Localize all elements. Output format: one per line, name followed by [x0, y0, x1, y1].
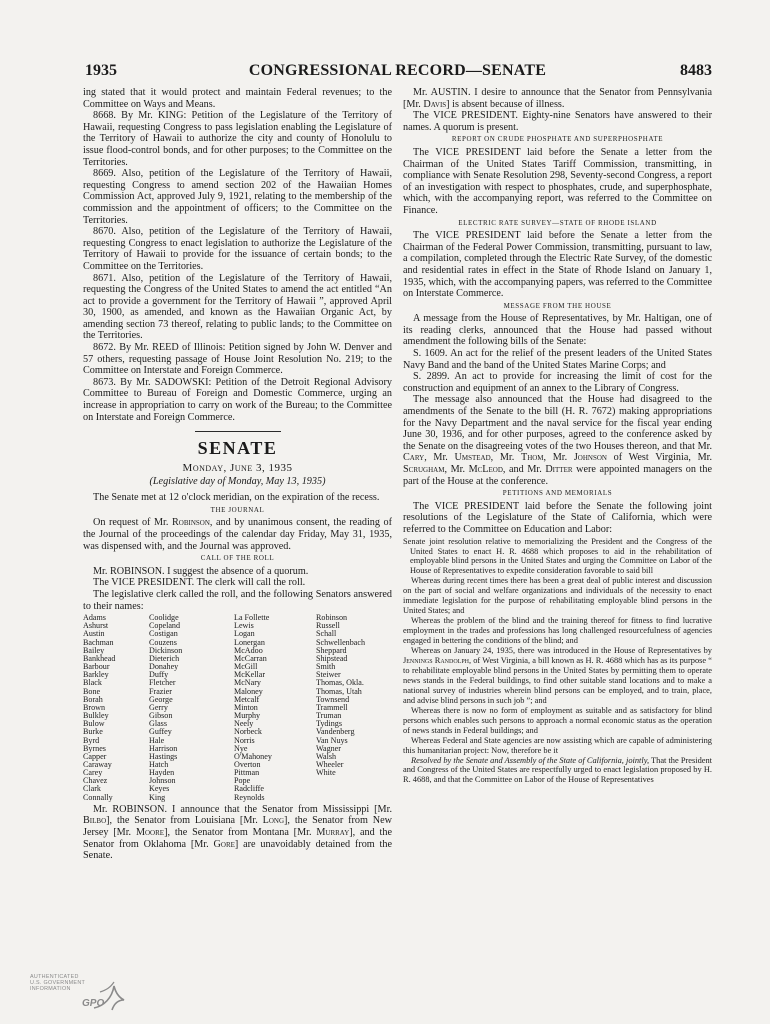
header-page-number: 8483	[680, 62, 712, 79]
senator-name: Duffy	[149, 670, 169, 680]
senator-name: George	[149, 694, 173, 704]
senator-name: Truman	[316, 711, 342, 721]
petition-8668: 8668. By Mr. KING: Petition of the Legislature of the Territory of Hawaii, requesting Congress to pass legislation enabling the Legislature of the Territory of Hawaii to authorize the city and county of Honolulu to issue flood-control bonds, and for other purposes; to the Committee on the Territories.	[83, 110, 392, 168]
senator-name: Russell	[316, 621, 340, 631]
small-caps-name: Johnson	[573, 452, 607, 464]
legislative-day: (Legislative day of Monday, May 13, 1935)	[149, 476, 326, 488]
electric-rate-survey: The VICE PRESIDENT laid before the Senate a letter from the Chairman of the Federal Power Commission, transmitting, pursuant to law, a compilation, completed through the Electric Rate Survey, of the domestic and residential rates in effect in the State of Rhode Island on January 1, 1935, which, with the accompanying papers, was referred to the Committee on Interstate Commerce.	[403, 230, 712, 300]
senator-name: Harrison	[149, 743, 178, 753]
senator-name: Norris	[234, 735, 255, 745]
senator-name: McCarran	[234, 653, 267, 663]
senator-name: Lonergan	[234, 637, 265, 647]
section-heading: CALL OF THE ROLL	[200, 554, 275, 563]
senator-name: Nye	[234, 743, 248, 753]
senator-name: Glass	[149, 719, 167, 729]
senator-name: Pope	[234, 776, 251, 786]
small-caps-name: McLeod	[468, 464, 503, 475]
whereas-2: Whereas the problem of the blind and the training thereof for fitness to find lucrative employment in the trades and professions has long challenged resourcefulness of agencies engaged in bettering the conditions of the blind; and	[403, 616, 712, 646]
senator-name: Trammell	[316, 702, 348, 712]
senate-heading: SENATE	[197, 438, 278, 459]
senator-name: Black	[83, 678, 102, 688]
senator-name: Caraway	[83, 759, 112, 769]
senator-name: Dieterich	[149, 653, 180, 663]
small-caps-name: Ditter	[545, 464, 573, 475]
senator-name: Capper	[83, 751, 107, 761]
phosphate-report: The VICE PRESIDENT laid before the Senate a letter from the Chairman of the United States Tariff Commission, transmitting, in compliance with Senate Resolution 298, Seventy-second Congress, a report of an investigation with respect to phosphates, crude, and superphosphate, which, with the accompanying report, was referred to the Committee on Finance.	[403, 146, 712, 216]
logo-mark: GPO	[82, 998, 105, 1009]
senator-name: Thomas, Utah	[316, 686, 362, 696]
robinson-quorum: Mr. ROBINSON. I suggest the absence of a quorum.	[93, 565, 309, 577]
small-caps-name: Cary	[403, 452, 425, 464]
bill-s2899: S. 2899. An act to provide for increasing the limit of cost for the construction and equipment of an annex to the Library of Congress.	[403, 371, 712, 394]
senator-name: Hatch	[149, 759, 169, 769]
logo-line-3: INFORMATION	[30, 986, 71, 992]
senator-name: Burke	[83, 727, 103, 737]
small-caps-name: Moore	[135, 826, 165, 838]
senator-name: Gerry	[149, 702, 168, 712]
senator-name: Robinson	[316, 613, 348, 623]
senator-name: Townsend	[316, 694, 350, 704]
senator-name: Wheeler	[316, 759, 344, 769]
small-caps-name: Bilbo	[83, 815, 107, 827]
vp-quorum: The VICE PRESIDENT. Eighty-nine Senators have answered to their names. A quorum is present.	[403, 110, 712, 133]
senator-name: Neely	[234, 719, 254, 729]
roll-call-list	[83, 614, 392, 802]
senator-name: Steiwer	[316, 670, 341, 680]
senator-name: Byrnes	[83, 743, 106, 753]
petition-8671: 8671. Also, petition of the Legislature of the Territory of Hawaii, requesting the Congress of the United States to amend the act entitled “An act to provide a government for the Territory of Hawaii ”, approved April 30, 1900, as amended, and known as the Hawaiian Organic Act, by amending section 73 thereof, relating to public lands; to the Committee on the Territories.	[83, 272, 392, 342]
senator-name: Schall	[316, 629, 337, 639]
senator-name: Bulkley	[83, 711, 109, 721]
robinson-absences: Mr. ROBINSON. I announce that the Senator from Mississippi [Mr. Bilbo], the Senator from Louisiana [Mr. Long], the Senator from New Jersey [Mr. Moore], the Senator from Montana [Mr. Murray], and the Senator from Oklahoma [Mr. Gore] are unavoidably detained from the Senate.	[83, 803, 392, 862]
senator-name: Sheppard	[316, 645, 347, 655]
roll-call-column	[149, 614, 234, 802]
senator-name: Ashurst	[83, 621, 109, 631]
petition-8670: 8670. Also, petition of the Legislature of the Territory of Hawaii, requesting Congress to enact legislation to authorize the Legislature of the Territory of Hawaii to provide for the issuance of certain bonds; to the Committee on the Territories.	[83, 226, 392, 272]
logo-line-2: U.S. GOVERNMENT	[30, 980, 86, 986]
senator-name: Wagner	[316, 743, 341, 753]
small-caps-name: Thom	[520, 452, 544, 464]
senator-name: Lewis	[234, 621, 254, 631]
house-message: A message from the House of Representatives, by Mr. Haltigan, one of its reading clerks, announced that the House had passed without amendment the following bills of the Senate:	[403, 313, 712, 348]
petition-8673: 8673. By Mr. SADOWSKI: Petition of the Detroit Regional Advisory Committee to Bureau of Foreign and Domestic Commerce, urging an increase in appropriation to carry on work of the Bureau; to the Committee on Interstate and Foreign Commerce.	[83, 376, 392, 423]
continued-text: ing stated that it would protect and maintain Federal revenues; to the Committee on Ways and Means.	[83, 87, 392, 110]
resolution-title: Senate joint resolution relative to memorializing the President and the Congress of the United States to enact H. R. 4688 which proposes to aid in the rehabilitation of employable blind persons in the United States and urging the Committee on Labor of the House of Representatives to expedite consideration favorable to said bill	[403, 536, 712, 576]
senator-name: Vandenberg	[316, 727, 355, 737]
header-year: 1935	[85, 62, 117, 79]
senator-name: Dickinson	[149, 645, 183, 655]
house-conference: The message also announced that the House had disagreed to the amendments of the Senate to the bill (H. R. 7672) making appropriations for the Navy Department and the naval service for the fiscal year ending June 30, 1936, and for other purposes, agreed to the conference asked by the Senate on the disagreeing votes of the two Houses thereon, and that Mr. Cary, Mr. Umstead, Mr. Thom, Mr. Johnson of West Virginia, Mr. Scrugham, Mr. McLeod, and Mr. Ditter were appointed managers on the part of the House at the conference.	[403, 394, 712, 487]
senator-name: Copeland	[149, 621, 181, 631]
roll-call-column	[316, 614, 392, 802]
senator-name: Bulow	[83, 719, 105, 729]
whereas-5: Whereas Federal and State agencies are now assisting which are capable of administering this humanitarian project: Now, therefore be it	[403, 735, 712, 755]
senator-name: Connally	[83, 792, 113, 802]
vp-call-roll: The VICE PRESIDENT. The clerk will call the roll.	[93, 577, 306, 589]
senator-name: McNary	[234, 678, 261, 688]
senator-name: Bankhead	[83, 653, 116, 663]
section-heading: PETITIONS AND MEMORIALS	[502, 489, 613, 498]
california-resolutions: The VICE PRESIDENT laid before the Senate the following joint resolutions of the Legislature of the State of California, which were referred to the Committee on Education and Labor:	[403, 500, 712, 535]
small-caps-name: Long	[262, 815, 285, 827]
senator-name: Donahey	[149, 662, 179, 672]
senator-name: Smith	[316, 662, 336, 672]
senator-name: Norbeck	[234, 727, 262, 737]
gpo-authentication-logo	[30, 974, 130, 1018]
senator-name: Barbour	[83, 662, 110, 672]
senator-name: Hastings	[149, 751, 178, 761]
senator-name: McAdoo	[234, 645, 263, 655]
senator-name: Shipstead	[316, 653, 348, 663]
logo-line-1: AUTHENTICATED	[30, 974, 79, 980]
bill-s1609: S. 1609. An act for the relief of the present leaders of the United States Navy Band and the band of the United States Marine Corps; and	[403, 348, 712, 371]
senator-name: Gibson	[149, 711, 173, 721]
roll-call-column	[83, 614, 149, 802]
small-caps-name: Murray	[316, 826, 350, 838]
header-title: CONGRESSIONAL RECORD—SENATE	[248, 62, 547, 79]
senator-name: Couzens	[149, 637, 177, 647]
senator-name: McKellar	[234, 670, 266, 680]
section-heading: REPORT ON CRUDE PHOSPHATE AND SUPERPHOSPHATE	[451, 135, 664, 144]
italic-text: Resolved by the Senate and Assembly of the State of California, jointly,	[411, 755, 650, 765]
section-rule	[195, 431, 281, 432]
clerk-roll: The legislative clerk called the roll, and the following Senators answered to their names:	[83, 588, 392, 612]
senator-name: Walsh	[316, 751, 337, 761]
senator-name: Byrd	[83, 735, 100, 745]
section-heading: MESSAGE FROM THE HOUSE	[503, 301, 612, 310]
senator-name: Van Nuys	[316, 735, 348, 745]
small-caps-name: Jennings Randolph	[403, 656, 469, 665]
resolved: Resolved by the Senate and Assembly of the State of California, jointly, That the President and Congress of the United States are respectfully urged to enact legislation proposed by H. R. 4688, and that the Committee on Labor of the House of Representatives	[403, 755, 712, 785]
senator-name: Radcliffe	[234, 784, 264, 794]
senator-name: Tydings	[316, 719, 342, 729]
small-caps-name: Robinson	[171, 517, 210, 529]
senator-name: Brown	[83, 702, 106, 712]
session-date: Monday, June 3, 1935	[182, 462, 293, 475]
senator-name: Pittman	[234, 768, 260, 778]
senator-name: Chavez	[83, 776, 108, 786]
left-column	[83, 87, 392, 956]
whereas-3: Whereas on January 24, 1935, there was introduced in the House of Representatives by Jennings Randolph, of West Virginia, a bill known as H. R. 4688 which has as its purpose “ to rehabilitate employable blind persons in the United States by permitting them to operate news stands in the Federal buildings, to find other suitable stand locations and to make a national survey of industries wherein blind persons can be employed, and to train, place, and advise blind persons in such job ”; and	[403, 646, 712, 705]
senator-name: Guffey	[149, 727, 172, 737]
senate-met: The Senate met at 12 o'clock meridian, on the expiration of the recess.	[93, 492, 380, 504]
senator-name: Clark	[83, 784, 101, 794]
senator-name: Metcalf	[234, 694, 260, 704]
section-heading: ELECTRIC RATE SURVEY—STATE OF RHODE ISLAND	[458, 218, 657, 227]
senator-name: Carey	[83, 768, 103, 778]
senator-name: La Follette	[234, 613, 270, 623]
senator-name: White	[316, 768, 336, 778]
senator-name: Coolidge	[149, 613, 179, 623]
senator-name: Thomas, Okla.	[316, 678, 364, 688]
senator-name: Hale	[149, 735, 165, 745]
senator-name: Barkley	[83, 670, 109, 680]
senator-name: O'Mahoney	[234, 751, 272, 761]
whereas-4: Whereas there is now no form of employment as suitable and as satisfactory for blind persons which enables such persons to approach a normal economic status as the operation of news stands in Federal buildings; and	[403, 705, 712, 735]
right-column	[403, 87, 712, 956]
senator-name: Hayden	[149, 768, 175, 778]
senator-name: McGill	[234, 662, 258, 672]
petition-8672: 8672. By Mr. REED of Illinois: Petition signed by John W. Denver and 57 others, requesting passage of House Joint Resolution No. 219; to the Committee on Interstate and Foreign Commerce.	[83, 342, 392, 377]
senator-name: Bailey	[83, 645, 105, 655]
journal-approved: On request of Mr. Robinson, and by unanimous consent, the reading of the Journal of the proceedings of the calendar day Friday, May 31, 1935, was dispensed with, and the Journal was approved.	[83, 517, 392, 552]
senator-name: Schwellenbach	[316, 637, 365, 647]
senator-name: Austin	[83, 629, 105, 639]
page-header	[83, 60, 712, 82]
whereas-1: Whereas during recent times there has been a great deal of public interest and discussion on the part of social and welfare organizations and individuals of the necessity to enact immediate legislation for the purpose of rehabilitating employable blind persons in the United States; and	[403, 576, 712, 616]
senator-name: Minton	[234, 702, 258, 712]
senator-name: Bachman	[83, 637, 114, 647]
senator-name: Adams	[83, 613, 106, 623]
austin-absence: Mr. AUSTIN. I desire to announce that the Senator from Pennsylvania [Mr. Davis] is absent because of illness.	[403, 87, 712, 110]
small-caps-name: Scrugham	[403, 464, 445, 475]
senator-name: Johnson	[149, 776, 176, 786]
senator-name: Frazier	[149, 686, 172, 696]
senator-name: Bone	[83, 686, 101, 696]
roll-call-column	[234, 614, 316, 802]
section-heading: THE JOURNAL	[210, 505, 265, 514]
senator-name: Keyes	[149, 784, 170, 794]
senator-name: Logan	[234, 629, 255, 639]
senator-name: Reynolds	[234, 792, 265, 802]
senator-name: Borah	[83, 694, 103, 704]
small-caps-name: Umstead	[454, 452, 491, 464]
senator-name: King	[149, 792, 166, 802]
senator-name: Overton	[234, 759, 261, 769]
small-caps-name: Davis	[423, 98, 447, 110]
small-caps-name: Gore	[213, 838, 235, 850]
senator-name: Fletcher	[149, 678, 176, 688]
senator-name: Maloney	[234, 686, 263, 696]
senator-name: Costigan	[149, 629, 178, 639]
petition-8669: 8669. Also, petition of the Legislature of the Territory of Hawaii, requesting Congress to amend section 202 of the Hawaiian Homes Commission Act, approved July 9, 1921, relating to the membership of the commission and the appointment of officers; to the Committee on the Territories.	[83, 168, 392, 226]
senator-name: Murphy	[234, 711, 261, 721]
